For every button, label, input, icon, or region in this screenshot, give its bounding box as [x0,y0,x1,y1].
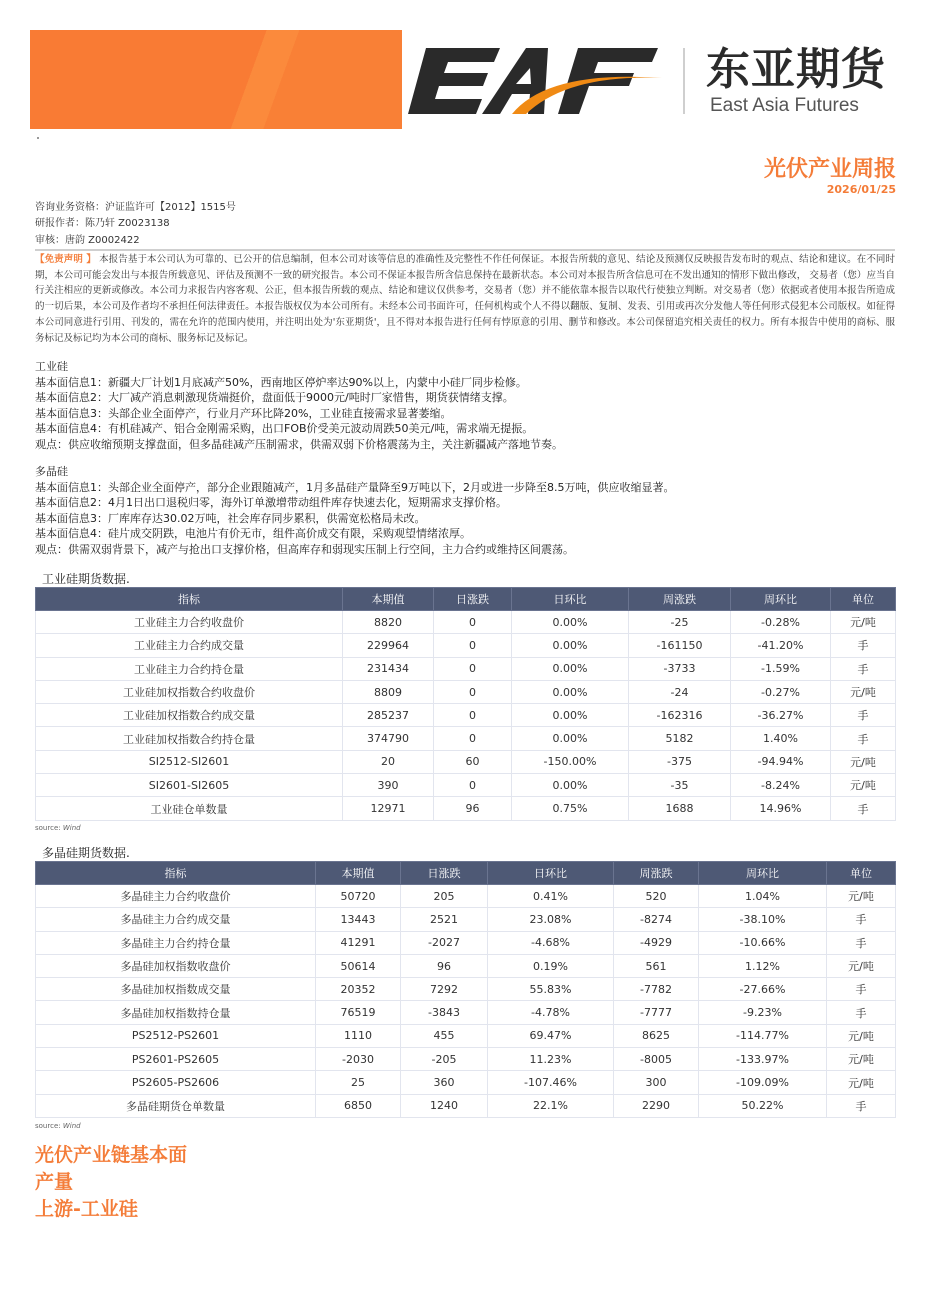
section-subheading: 上游-工业硅 [35,1198,138,1220]
table-row [36,978,896,1001]
section-subheading: 产量 [35,1171,74,1193]
table-cell: 1.12% [699,954,827,977]
table-cell: 390 [343,774,434,797]
table-cell: 手 [827,1001,896,1024]
table-cell: 20 [343,750,434,773]
table-cell: 69.47% [488,1024,614,1047]
table-row [36,634,896,657]
table-cell: 23.08% [488,908,614,931]
table-cell: 22.1% [488,1094,614,1117]
table-cell: 元/吨 [831,680,896,703]
table-cell: -8.24% [731,774,831,797]
table-row [36,704,896,727]
report-title: 光伏产业周报 [763,157,896,182]
table-cell: 工业硅仓单数量 [36,797,343,820]
table-row [36,611,896,634]
table-cell: 0 [434,774,512,797]
table-cell: -9.23% [699,1001,827,1024]
table-cell: 6850 [316,1094,401,1117]
table-row [36,1001,896,1024]
table-cell: 55.83% [488,978,614,1001]
table-cell: -7777 [614,1001,699,1024]
table-header-row [36,862,896,885]
table-cell: 元/吨 [827,1024,896,1047]
table-cell: 手 [831,657,896,680]
table-cell: -38.10% [699,908,827,931]
table-cell: 多晶硅期货仓单数量 [36,1094,316,1117]
table-cell: 1.04% [699,885,827,908]
table-cell: -36.27% [731,704,831,727]
col-header: 本期值 [343,588,434,611]
table-cell: 1240 [401,1094,488,1117]
table-cell: 2521 [401,908,488,931]
fundamental-line: 基本面信息2：大厂减产消息刺激现货端挺价，盘面低于9000元/吨时厂家惜售，期货获情绪支撑。 [35,391,514,405]
table-cell: 8820 [343,611,434,634]
table-cell: -133.97% [699,1048,827,1071]
table-cell: -150.00% [512,750,629,773]
table-cell: 手 [827,931,896,954]
table-cell: 0.00% [512,657,629,680]
table-row [36,931,896,954]
table-cell: 0.00% [512,611,629,634]
table-source: source: Wind [35,1122,81,1130]
col-header: 日环比 [488,862,614,885]
table-cell: 231434 [343,657,434,680]
table-cell: -0.27% [731,680,831,703]
table-row [36,797,896,820]
section-heading: 光伏产业链基本面 [35,1144,188,1166]
divider [35,249,895,251]
license-info: 咨询业务资格：沪证监许可【2012】1515号 [35,202,236,213]
table-cell: 多晶硅主力合约收盘价 [36,885,316,908]
table-cell: 14.96% [731,797,831,820]
table-cell: 手 [831,797,896,820]
col-header: 周环比 [699,862,827,885]
header-banner [30,30,402,129]
col-header: 周涨跌 [614,862,699,885]
table-row [36,1048,896,1071]
table-cell: 2290 [614,1094,699,1117]
table-cell: 元/吨 [827,954,896,977]
table-cell: 0.00% [512,774,629,797]
table-cell: -0.28% [731,611,831,634]
table-cell: 0.00% [512,704,629,727]
table-cell: 多晶硅主力合约成交量 [36,908,316,931]
table-cell: -205 [401,1048,488,1071]
table-cell: -1.59% [731,657,831,680]
table-cell: 手 [831,634,896,657]
table-cell: 96 [434,797,512,820]
table-cell: 41291 [316,931,401,954]
table-cell: 0 [434,727,512,750]
disclaimer-tag: 【免责声明 】 [35,254,96,265]
report-date: 2026/01/25 [826,183,896,196]
table-cell: 360 [401,1071,488,1094]
table-cell: PS2601-PS2605 [36,1048,316,1071]
table-cell: 13443 [316,908,401,931]
table-cell: -2030 [316,1048,401,1071]
col-header: 单位 [831,588,896,611]
table-row [36,657,896,680]
fundamental-line: 基本面信息4：硅片成交阴跌，电池片有价无市，组件高价成交有限，采购观望情绪浓厚。 [35,527,471,541]
table-cell: 76519 [316,1001,401,1024]
table-cell: 455 [401,1024,488,1047]
table-cell: SI2601-SI2605 [36,774,343,797]
table-row [36,680,896,703]
fundamental-line: 基本面信息3：厂库库存达30.02万吨，社会库存同步累积，供需宽松格局未改。 [35,511,426,525]
table-cell: 285237 [343,704,434,727]
table-cell: 手 [831,727,896,750]
polysilicon-section [35,464,674,558]
table-cell: -8274 [614,908,699,931]
table-cell: 5182 [629,727,731,750]
table-cell: 多晶硅加权指数收盘价 [36,954,316,977]
section-title: 工业硅 [35,360,68,373]
table-cell: 手 [827,908,896,931]
table-cell: 工业硅加权指数合约收盘价 [36,680,343,703]
table-row [36,954,896,977]
table-cell: 工业硅主力合约持仓量 [36,657,343,680]
table-cell: 20352 [316,978,401,1001]
table-cell: 元/吨 [827,885,896,908]
col-header: 日环比 [512,588,629,611]
table-cell: 374790 [343,727,434,750]
table-cell: 50720 [316,885,401,908]
table-row [36,1024,896,1047]
table-cell: 12971 [343,797,434,820]
eaf-logo-icon [408,42,668,120]
table-cell: 元/吨 [827,1071,896,1094]
table-cell: 工业硅主力合约收盘价 [36,611,343,634]
decorative-dot [37,137,39,139]
table-cell: 0 [434,704,512,727]
brand-name-cn: 东亚期货 [706,44,886,95]
table-row [36,885,896,908]
table-cell: 25 [316,1071,401,1094]
industrial-silicon-section [35,359,563,453]
table-cell: 0.41% [488,885,614,908]
table-cell: 多晶硅主力合约持仓量 [36,931,316,954]
table-cell: -375 [629,750,731,773]
author-info: 研报作者：陈乃轩 Z0023138 [35,218,170,229]
table-cell: 1688 [629,797,731,820]
table-cell: 0 [434,657,512,680]
table-cell: 50614 [316,954,401,977]
table-row [36,1094,896,1117]
table-cell: 元/吨 [831,611,896,634]
table-cell: 手 [827,1094,896,1117]
table-cell: 0.00% [512,634,629,657]
table-cell: -41.20% [731,634,831,657]
table-cell: -10.66% [699,931,827,954]
col-header: 指标 [36,862,316,885]
table-cell: -4.78% [488,1001,614,1024]
table-cell: -7782 [614,978,699,1001]
table-cell: PS2605-PS2606 [36,1071,316,1094]
table-cell: -94.94% [731,750,831,773]
table-cell: 工业硅主力合约成交量 [36,634,343,657]
table-cell: -2027 [401,931,488,954]
table-row [36,774,896,797]
table-cell: 520 [614,885,699,908]
col-header: 周涨跌 [629,588,731,611]
table-cell: 229964 [343,634,434,657]
industrial-silicon-table [35,587,896,821]
table-cell: 50.22% [699,1094,827,1117]
table-cell: -114.77% [699,1024,827,1047]
table-cell: 0 [434,680,512,703]
table-cell: 205 [401,885,488,908]
table-cell: 工业硅加权指数合约成交量 [36,704,343,727]
table-cell: -3733 [629,657,731,680]
col-header: 指标 [36,588,343,611]
table-cell: -4.68% [488,931,614,954]
col-header: 日涨跌 [434,588,512,611]
col-header: 周环比 [731,588,831,611]
table-cell: 0 [434,611,512,634]
table-caption: 工业硅期货数据. [42,572,130,586]
section-title: 多晶硅 [35,465,68,478]
table-cell: 元/吨 [831,774,896,797]
table-cell: 1110 [316,1024,401,1047]
brand-name-en: East Asia Futures [710,95,859,116]
table-cell: 11.23% [488,1048,614,1071]
table-cell: SI2512-SI2601 [36,750,343,773]
col-header: 单位 [827,862,896,885]
table-cell: 8809 [343,680,434,703]
disclaimer [35,252,895,346]
table-cell: 元/吨 [827,1048,896,1071]
table-cell: PS2512-PS2601 [36,1024,316,1047]
table-cell: 多晶硅加权指数成交量 [36,978,316,1001]
table-cell: -35 [629,774,731,797]
table-cell: 0.75% [512,797,629,820]
table-cell: 8625 [614,1024,699,1047]
fundamental-line: 基本面信息1：新疆大厂计划1月底减产50%，西南地区停炉率达90%以上，内蒙中小硅厂同步检修。 [35,375,527,389]
table-source: source: Wind [35,824,81,832]
table-cell: 多晶硅加权指数持仓量 [36,1001,316,1024]
table-cell: -109.09% [699,1071,827,1094]
table-cell: -161150 [629,634,731,657]
polysilicon-table [35,861,896,1118]
table-cell: -8005 [614,1048,699,1071]
table-cell: 60 [434,750,512,773]
col-header: 本期值 [316,862,401,885]
reviewer-info: 审核：唐韵 Z0002422 [35,235,140,246]
fundamental-line: 基本面信息3：头部企业全面停产，行业月产环比降20%，工业硅直接需求显著萎缩。 [35,406,452,420]
table-cell: -162316 [629,704,731,727]
table-cell: 561 [614,954,699,977]
table-cell: 96 [401,954,488,977]
logo-divider [683,48,685,114]
fundamental-line: 基本面信息2：4月1日出口退税归零，海外订单激增带动组件库存快速去化，短期需求支撑价格。 [35,496,507,510]
col-header: 日涨跌 [401,862,488,885]
table-cell: 1.40% [731,727,831,750]
table-cell: -24 [629,680,731,703]
table-cell: -25 [629,611,731,634]
table-cell: 7292 [401,978,488,1001]
table-cell: 手 [831,704,896,727]
table-cell: 0.19% [488,954,614,977]
fundamental-line: 基本面信息4：有机硅减产、铝合金刚需采购，出口FOB价受美元波动周跌50美元/吨，需求端无提振。 [35,422,534,436]
viewpoint-line: 观点：供需双弱背景下，减产与抢出口支撑价格，但高库存和弱现实压制上行空间，主力合约或维持区间震荡。 [35,542,574,556]
table-cell: 300 [614,1071,699,1094]
table-cell: -4929 [614,931,699,954]
table-row [36,1071,896,1094]
table-row [36,750,896,773]
table-cell: -107.46% [488,1071,614,1094]
table-cell: 手 [827,978,896,1001]
table-caption: 多晶硅期货数据. [42,846,130,860]
table-header-row [36,588,896,611]
table-cell: 工业硅加权指数合约持仓量 [36,727,343,750]
table-cell: 0 [434,634,512,657]
fundamental-line: 基本面信息1：头部企业全面停产，部分企业跟随减产，1月多晶硅产量降至9万吨以下，2月或进一步降至8.5万吨，供应收缩显著。 [35,480,675,494]
table-cell: -3843 [401,1001,488,1024]
table-cell: 0.00% [512,727,629,750]
table-row [36,908,896,931]
viewpoint-line: 观点：供应收缩预期支撑盘面，但多晶硅减产压制需求，供需双弱下价格震荡为主，关注新疆减产落地节奏。 [35,437,563,451]
table-cell: 0.00% [512,680,629,703]
disclaimer-text: 本报告基于本公司认为可靠的、已公开的信息编制，但本公司对该等信息的准确性及完整性不作任何保证。本报告所载的意见、结论及预测仅反映报告发布时的观点、结论和建议。在不同时期，本公司可能会发出与本报告所载意见、评估及预测不一致的研究报告。本公司不保证本报告所含信息保持在最新状态。本公司对本报告所含信息可在不发出通知的情形下做出修改， 交易者（您）应当自行关注相应的更新或修改。本公司力求报告内容客观、公正，但本报告所载的观点、结论和建议仅供参考，交易者（您）并不能依靠本报告以取代行使独立判断。对交易者（您）依据或者使用本报告所造成的一切后果，本公司及作者均不承担任何法律责任。本报告版权仅为本公司所有。未经本公司书面许可，任何机构或个人不得以翻版、复制、发表、引用或再次分发他人等任何形式侵犯本公司版权。如征得本公司同意进行引用、刊发的，需在允许的范围内使用，并注明出处为'东亚期货'，且不得对本报告进行任何有悖原意的引用、删节和修改。本公司保留追究相关责任的权力。所有本报告中使用的商标、服务标记及标记均为本公司的商标、服务标记及标记。 [35,254,895,344]
table-cell: -27.66% [699,978,827,1001]
table-row [36,727,896,750]
table-cell: 元/吨 [831,750,896,773]
